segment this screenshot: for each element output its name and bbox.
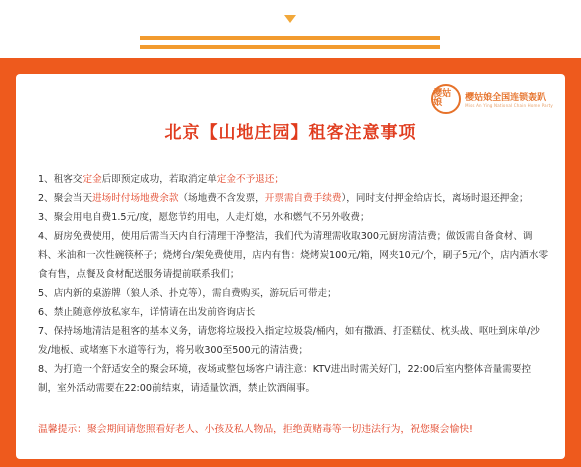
- rule-highlight: 进场时付场地费余款: [92, 193, 179, 204]
- rule-text: 8、为打造一个舒适安全的聚会环境，夜场或整包场客户请注意：KTV进出时需关好门，22:00后室内整体音量需要控制，室外活动需要在22:00前结束，请适量饮酒，禁止饮酒闹事。: [38, 364, 532, 394]
- logo-subtitle: Miss An Ying National Chain Home Party: [465, 103, 553, 108]
- warm-tip: 温馨提示：聚会期间请您照看好老人、小孩及私人物品，拒绝黄赌毒等一切违法行为，祝您聚会愉快!: [38, 424, 473, 435]
- logo-text: [465, 90, 553, 108]
- rule-item: [38, 360, 550, 398]
- rule-item: [38, 284, 550, 303]
- rule-highlight: 定金不予退还；: [216, 174, 284, 185]
- rule-text: 3、聚会用电自费1.5元/度，愿您节约用电，人走灯熄，水和燃气不另外收费；: [38, 212, 370, 223]
- rule-item: [38, 189, 550, 208]
- rule-text: 5、店内新的桌游牌（狼人杀、扑克等），需自费购买，游玩后可带走；: [38, 288, 337, 299]
- rule-item: [38, 208, 550, 227]
- rule-text: 2、聚会当天: [38, 193, 93, 204]
- rule-item: [38, 170, 550, 189]
- rule-text: 7、保持场地清洁是租客的基本义务，请您将垃圾投入指定垃圾袋/桶内，如有撒酒、打歪糕仗、枕头战、呕吐到床单/沙发/地板、或堵塞下水道等行为，将另收300至500元的清洁费；: [38, 326, 540, 356]
- down-arrow-icon: [284, 15, 296, 23]
- rule-text: ），同时支付押金给店长，离场时退还押金；: [341, 193, 529, 204]
- rule-highlight: 开票需自费手续费: [264, 193, 342, 204]
- rule-text: 1、租客交: [38, 174, 83, 185]
- logo-name: 樱姑娘全国连锁轰趴: [465, 93, 547, 103]
- logo-mark: 樱姑娘: [431, 84, 461, 114]
- rule-highlight: 定金: [82, 174, 102, 185]
- rule-item: [38, 227, 550, 284]
- page-title: 北京【山地庄园】租客注意事项: [164, 123, 417, 143]
- rule-text: （场地费不含发票，: [178, 193, 265, 204]
- rules-list: [38, 170, 550, 398]
- rule-text: 后即预定成功，若取消定单: [101, 174, 217, 185]
- rule-text: 6、禁止随意停放私家车，详情请在出发前咨询店长: [38, 307, 256, 318]
- rule-item: [38, 322, 550, 360]
- notice-card: [16, 74, 565, 459]
- brand-logo: [431, 84, 553, 114]
- rule-item: [38, 303, 550, 322]
- top-divider-bar: [140, 36, 440, 40]
- rule-text: 4、厨房免费使用，使用后需当天内自行清理干净整洁，我们代为清理需收取300元厨房清洁费；做饭需自备食材、调料、米油和一次性碗筷杯子；烧烤台/架免费使用，店内有售：烧烤炭100元/箱，网夹10元/个，刷子5元/个，店内酒水零食有售，点餐及食材配送服务请提前联系我们；: [38, 231, 549, 280]
- top-divider-bar: [140, 45, 440, 49]
